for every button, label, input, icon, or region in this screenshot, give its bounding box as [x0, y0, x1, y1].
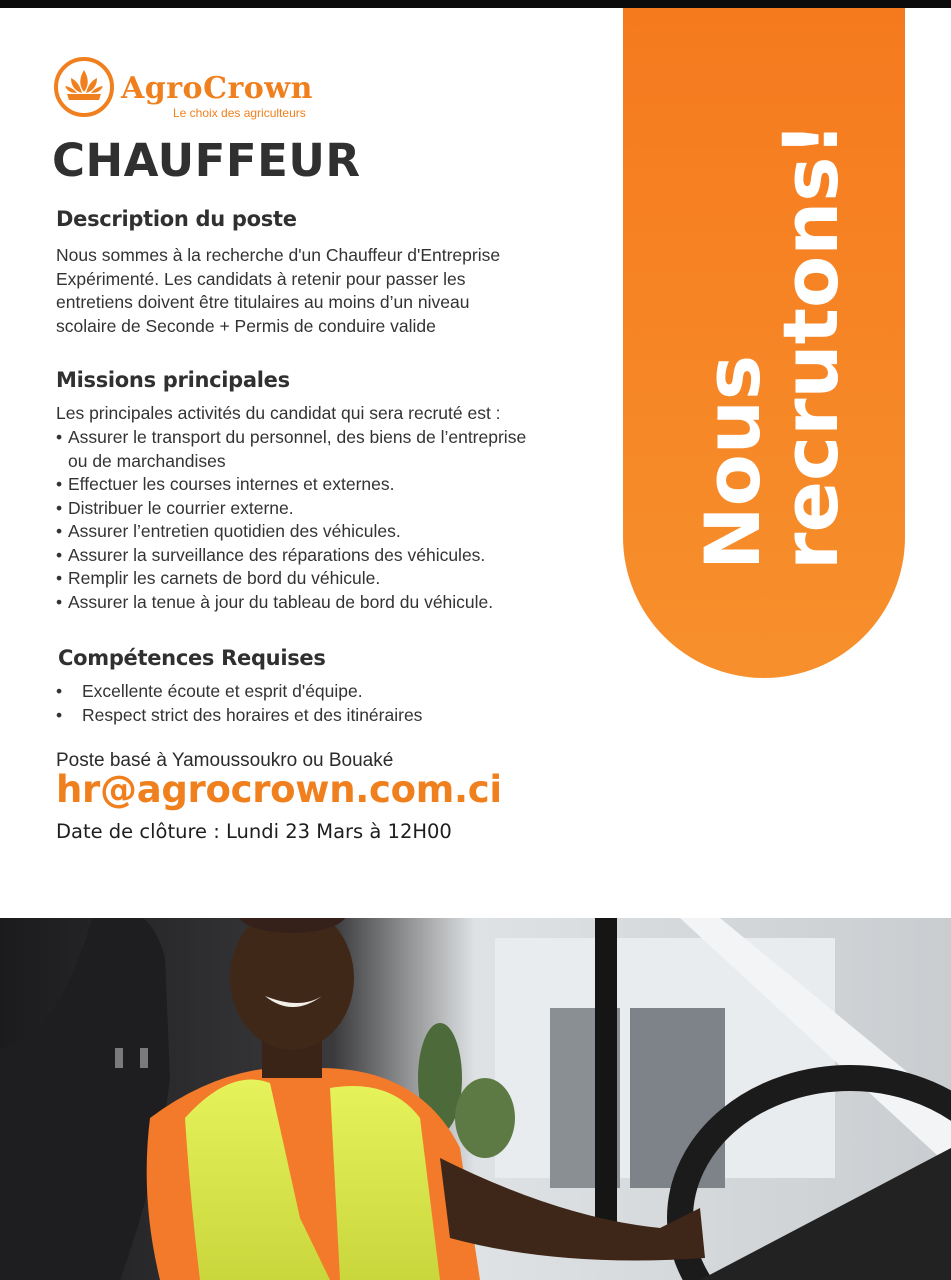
banner-line-2: recrutons! — [766, 121, 855, 570]
recruiting-banner — [623, 8, 905, 678]
list-item: • Remplir les carnets de bord du véhicule. — [56, 568, 381, 588]
description-heading: Description du poste — [56, 207, 297, 231]
job-title: CHAUFFEUR — [52, 134, 361, 187]
list-item: • Distribuer le courrier externe. — [56, 497, 294, 518]
job-location: Poste basé à Yamoussoukro ou Bouaké — [56, 750, 394, 771]
top-border — [0, 0, 951, 8]
skills-list — [56, 680, 422, 727]
list-item: • Excellente écoute et esprit d'équipe. — [56, 681, 363, 701]
list-item: • Assurer la tenue à jour du tableau de bord du véhicule. — [56, 591, 494, 612]
missions-intro: Les principales activités du candidat qui sera recruté est : — [56, 403, 501, 423]
description-line: entretiens doivent être titulaires au moins d’un niveau — [56, 292, 470, 312]
list-item: • Respect strict des horaires et des itinéraires — [56, 704, 423, 725]
description-line: Nous sommes à la recherche d'un Chauffeur d'Entreprise — [56, 245, 501, 265]
contact-email-link[interactable]: hr@agrocrown.com.ci — [56, 768, 502, 811]
list-item: • Assurer le transport du personnel, des biens de l’entreprise ou de marchandises — [56, 427, 527, 471]
list-item: • Assurer l’entretien quotidien des véhicules. — [56, 521, 401, 541]
closing-date: Date de clôture : Lundi 23 Mars à 12H00 — [56, 820, 452, 843]
skills-heading: Compétences Requises — [58, 646, 326, 670]
description-text — [56, 244, 500, 338]
banner-line-1: Nous — [688, 354, 777, 570]
brand-tagline: Le choix des agriculteurs — [173, 106, 306, 120]
missions-heading: Missions principales — [56, 368, 290, 392]
brand-logo — [53, 56, 353, 126]
list-item: • Assurer la surveillance des réparations des véhicules. — [56, 544, 486, 565]
brand-name: AgroCrown — [121, 71, 313, 106]
crown-leaf-icon — [53, 56, 115, 118]
list-item: • Effectuer les courses internes et externes. — [56, 474, 395, 494]
driver-photo — [0, 918, 951, 1280]
missions-list — [56, 426, 526, 614]
description-line: scolaire de Seconde + Permis de conduire valide — [56, 315, 436, 336]
description-line: Expérimenté. Les candidats à retenir pour passer les — [56, 268, 466, 289]
